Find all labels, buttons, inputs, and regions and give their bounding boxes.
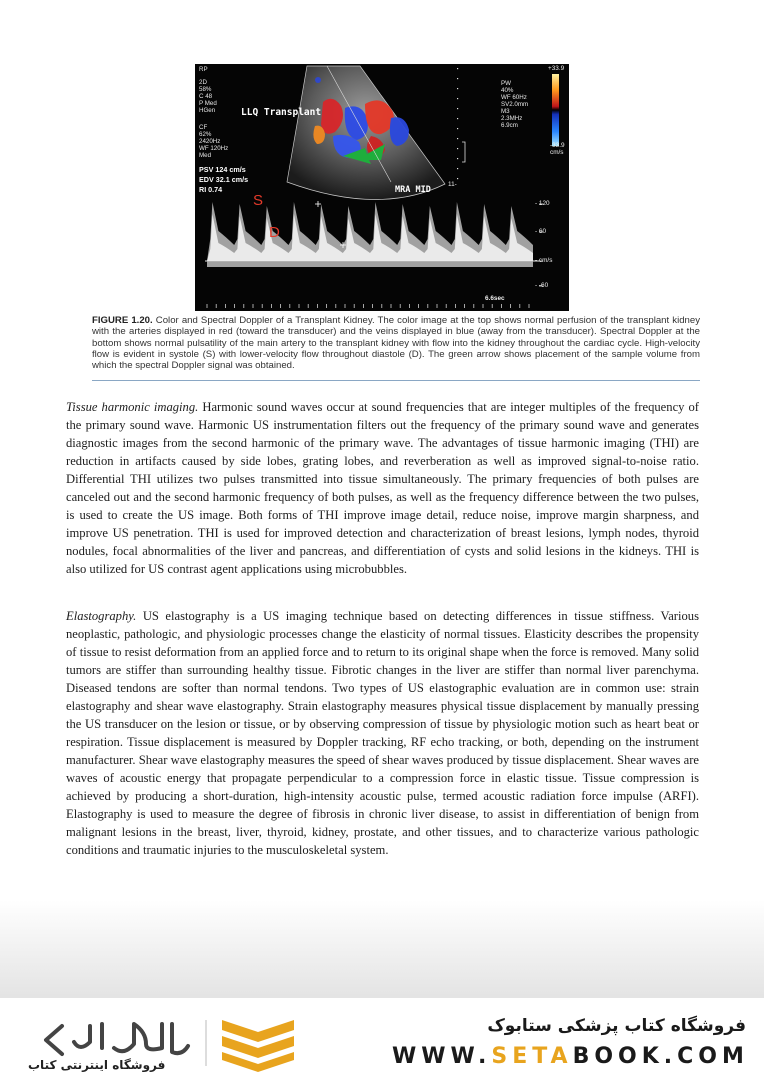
corner-label: RP	[199, 66, 208, 73]
shop-url-link[interactable]	[392, 1044, 749, 1069]
mode-cf-settings: CF 62% 2420Hz WF 120Hz Med	[199, 124, 229, 159]
figure-caption-text: Color and Spectral Doppler of a Transplant Kidney. The color image at the top shows normal perfusion of the transplant kidney with the arteries displayed in red (toward the transducer) and the veins displayed in blue (away from the transducer). Spectral Doppler at the bottom shows normal pulsatility of the main artery to the transplant kidney with flow into the kidney throughout the cardiac cycle. High-velocity flow is evident in systole (S) with lower-velocity flow throughout diastole (D). The green arrow shows placement of the sample volume from which the spectral Doppler signal was obtained.	[92, 315, 701, 372]
publisher-footer	[0, 998, 764, 1080]
paragraph-heading: Tissue harmonic imaging.	[66, 400, 199, 414]
paragraph-text: Harmonic sound waves occur at sound frequencies that are integer multiples of the frequency of the primary sound wave. Harmonic US instrumentation filters out the frequency of the primary sound wave and generates diagnostic images from the second harmonic of the primary wave. The advantages of tissue harmonic imaging (THI) are reduction in artifacts caused by side lobes, grating lobes, and reverberation as well as improved signal-to-noise ratio. Differential THI utilizes two pulses transmitted into tissue simultaneously. The primary frequencies of both pulses are canceled out and the second harmonic frequency of both pulses, as well as the frequency difference between the two pulses, is used to create the US image. Both forms of THI improve image detail, reduce noise, improve margin sharpness, and improve US penetration. THI is used for improved detection and characterization of breast lesions, lymph nodes, thyroid nodules, focal abnormalities of the liver and pancreas, and differentiation of cysts and solid lesions in the kidneys. THI is also utilized for US contrast agent applications using microbubbles.	[66, 400, 699, 576]
pw-settings: PW 40% WF 60Hz SV2.0mm M3 2.3MHz 6.9cm	[501, 80, 529, 129]
figure-caption	[92, 315, 700, 371]
sweep-duration: 6.6sec	[485, 295, 505, 302]
paragraph-heading: Elastography.	[66, 609, 137, 623]
spectral-scale-120: - 120	[535, 200, 550, 207]
color-scale-min: -33.9 cm/s	[550, 142, 565, 156]
url-prefix: WWW.	[392, 1044, 492, 1069]
systole-marker: S	[253, 192, 264, 209]
paragraph-tissue-harmonic-imaging	[66, 398, 699, 578]
image-title: LLQ Transplant	[241, 107, 322, 118]
caption-divider	[92, 380, 700, 381]
url-suffix: BOOK.COM	[572, 1044, 749, 1069]
color-scale-max: +33.9	[548, 65, 565, 72]
figure-label: FIGURE 1.20.	[92, 315, 153, 326]
shop-name: فروشگاه کتاب پزشکی ستابوک	[487, 1016, 746, 1036]
edv-measurement: EDV 32.1 cm/s	[199, 175, 249, 184]
diastole-marker: D	[269, 224, 280, 241]
page-bottom-shade	[0, 900, 764, 1000]
ri-measurement: RI 0.74	[199, 185, 223, 194]
depth-mark: 11-	[448, 181, 457, 188]
url-accent: SETA	[491, 1044, 573, 1069]
logo-subtitle: فروشگاه اینترنتی کتاب	[28, 1058, 166, 1072]
spectral-scale-unit: - cm/s	[535, 257, 553, 264]
psv-measurement: PSV 124 cm/s	[199, 165, 246, 174]
doppler-ultrasound-image	[195, 64, 569, 311]
spectral-scale-neg60: - -60	[535, 282, 549, 289]
paragraph-text: US elastography is a US imaging technique based on detecting differences in tissue stiffness. Various neoplastic, pathologic, and physiologic processes change the elasticity of normal tissues. Elasticity describes the propensity of tissue to resist deformation from an applied force and to return to its original shape when the force is removed. Many solid tumors are stiffer than surrounding healthy tissue. Fibrotic changes in the liver are stiffer than normal liver parenchyma. Diseased tendons are softer than normal tendons. Two types of US elastographic evaluation are in common use: strain elastography and shear wave elastography. Strain elastography measures physical tissue displacement by manually pressing the US transducer on the lesion or tissue, or by observing compression of tissue by physiologic motion such as heart beat or respiration. Tissue displacement is measured by Doppler tracking, RF echo tracking, or both, depending on the instrument manufacturer. Shear wave elastography measures the speed of shear waves produced by tissue displacement. Shear waves are waves of acoustic energy that propagate perpendicular to a compression force in elastic tissue. Tissue compression is achieved by producing a short-duration, high-intensity acoustic pulse, termed acoustic radiation force impulse (ARFI). Elastography is used to measure the degree of fibrosis in chronic liver disease, to assist in differentiation of benign from malignant lesions in the breast, liver, thyroid, kidney, prostate, and other tissues, and to characterize various pathologic conditions and traumatic injuries to the musculoskeletal system.	[66, 609, 699, 857]
paragraph-elastography	[66, 607, 699, 859]
spectral-scale-60: - 60	[535, 228, 547, 235]
vessel-label: MRA MID	[395, 185, 431, 195]
mode-2d-settings: 2D 58% C 48 P Med HGen	[199, 79, 217, 114]
